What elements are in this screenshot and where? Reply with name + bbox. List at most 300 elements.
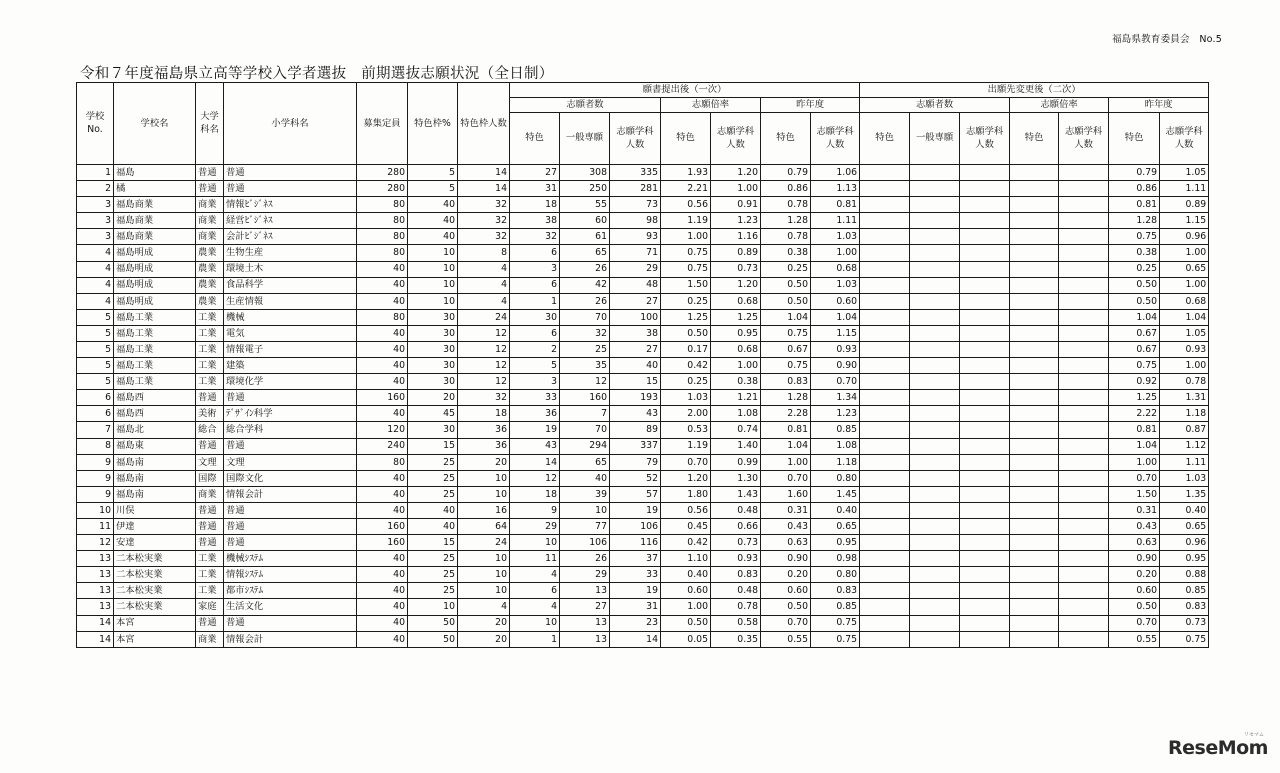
cell-subcourse: 情報電子 (224, 341, 357, 357)
cell-second-tokushoku (860, 631, 910, 647)
cell-first-ratio-total: 1.20 (711, 164, 761, 180)
header-last-year-1: 昨年度 (761, 98, 860, 113)
header-course-total: 志願学科人数 (960, 112, 1010, 164)
table-row (77, 535, 1209, 551)
cell-second-tokushoku (860, 406, 910, 422)
cell-second-last-total: 1.11 (1160, 454, 1209, 470)
cell-course: 総合 (196, 422, 224, 438)
cell-first-tokushoku: 32 (510, 229, 560, 245)
cell-first-tokushoku: 27 (510, 164, 560, 180)
cell-first-total: 193 (610, 390, 661, 406)
cell-second-ratio-tokushoku (1010, 551, 1059, 567)
cell-second-ratio-tokushoku (1010, 438, 1059, 454)
cell-second-total (960, 502, 1010, 518)
cell-first-last-total: 0.75 (811, 631, 860, 647)
cell-first-ratio-total: 0.95 (711, 325, 761, 341)
cell-first-tokushoku: 30 (510, 309, 560, 325)
cell-second-general (910, 438, 960, 454)
cell-school-name: 福島工業 (114, 341, 196, 357)
cell-second-total (960, 406, 1010, 422)
cell-second-total (960, 245, 1010, 261)
cell-first-ratio-tokushoku: 0.25 (661, 293, 711, 309)
cell-second-last-tokushoku: 0.75 (1109, 358, 1160, 374)
cell-subcourse: 経営ﾋﾞｼﾞﾈｽ (224, 213, 357, 229)
cell-tokushoku-quota: 10 (458, 470, 510, 486)
cell-first-total: 116 (610, 535, 661, 551)
cell-subcourse: 文理 (224, 454, 357, 470)
cell-tokushoku-quota: 12 (458, 325, 510, 341)
cell-school-no: 7 (77, 422, 114, 438)
cell-tokushoku-pct: 10 (408, 293, 458, 309)
cell-subcourse: 国際文化 (224, 470, 357, 486)
cell-second-last-tokushoku: 0.67 (1109, 325, 1160, 341)
header-first-round: 願書提出後（一次） (510, 83, 860, 98)
cell-capacity: 80 (357, 454, 408, 470)
cell-second-ratio-total (1059, 164, 1109, 180)
cell-subcourse: 総合学科 (224, 422, 357, 438)
cell-second-last-total: 1.15 (1160, 213, 1209, 229)
cell-first-total: 19 (610, 583, 661, 599)
cell-second-last-total: 0.93 (1160, 341, 1209, 357)
cell-second-ratio-tokushoku (1010, 325, 1059, 341)
cell-second-ratio-total (1059, 309, 1109, 325)
cell-school-name: 福島工業 (114, 325, 196, 341)
header-tokushoku: 特色 (661, 112, 711, 164)
cell-capacity: 40 (357, 502, 408, 518)
cell-second-last-tokushoku: 2.22 (1109, 406, 1160, 422)
cell-second-ratio-total (1059, 213, 1109, 229)
cell-first-ratio-tokushoku: 0.70 (661, 454, 711, 470)
cell-second-last-total: 0.85 (1160, 583, 1209, 599)
cell-first-last-total: 0.70 (811, 374, 860, 390)
cell-school-no: 8 (77, 438, 114, 454)
cell-second-ratio-tokushoku (1010, 374, 1059, 390)
cell-first-last-tokushoku: 0.78 (761, 197, 811, 213)
cell-first-last-total: 1.03 (811, 277, 860, 293)
cell-first-last-tokushoku: 1.60 (761, 486, 811, 502)
cell-first-general: 77 (560, 519, 610, 535)
cell-first-last-total: 0.85 (811, 422, 860, 438)
cell-school-name: 福島南 (114, 470, 196, 486)
cell-first-tokushoku: 43 (510, 438, 560, 454)
cell-second-last-total: 1.03 (1160, 470, 1209, 486)
cell-first-last-tokushoku: 0.55 (761, 631, 811, 647)
cell-capacity: 40 (357, 325, 408, 341)
cell-subcourse: 普通 (224, 390, 357, 406)
cell-second-last-total: 1.05 (1160, 164, 1209, 180)
cell-first-total: 33 (610, 567, 661, 583)
cell-tokushoku-quota: 32 (458, 197, 510, 213)
cell-first-ratio-total: 1.23 (711, 213, 761, 229)
cell-first-last-tokushoku: 1.00 (761, 454, 811, 470)
cell-first-general: 10 (560, 502, 610, 518)
cell-capacity: 40 (357, 277, 408, 293)
cell-second-general (910, 470, 960, 486)
cell-first-total: 43 (610, 406, 661, 422)
cell-subcourse: 普通 (224, 519, 357, 535)
cell-second-tokushoku (860, 567, 910, 583)
cell-second-general (910, 519, 960, 535)
cell-second-tokushoku (860, 454, 910, 470)
cell-second-last-tokushoku: 0.25 (1109, 261, 1160, 277)
cell-first-ratio-tokushoku: 2.00 (661, 406, 711, 422)
cell-second-ratio-total (1059, 390, 1109, 406)
cell-tokushoku-pct: 30 (408, 422, 458, 438)
cell-first-ratio-total: 0.38 (711, 374, 761, 390)
cell-second-tokushoku (860, 197, 910, 213)
cell-second-ratio-total (1059, 486, 1109, 502)
cell-tokushoku-quota: 14 (458, 181, 510, 197)
cell-tokushoku-quota: 36 (458, 422, 510, 438)
header-subcourse: 小学科名 (224, 83, 357, 165)
cell-first-tokushoku: 2 (510, 341, 560, 357)
cell-subcourse: 情報ｼｽﾃﾑ (224, 567, 357, 583)
cell-first-ratio-total: 0.35 (711, 631, 761, 647)
cell-tokushoku-quota: 32 (458, 390, 510, 406)
table-row (77, 293, 1209, 309)
cell-tokushoku-pct: 10 (408, 261, 458, 277)
cell-subcourse: 機械 (224, 309, 357, 325)
cell-first-last-total: 1.08 (811, 438, 860, 454)
cell-second-last-total: 1.12 (1160, 438, 1209, 454)
cell-course: 工業 (196, 583, 224, 599)
cell-school-no: 13 (77, 567, 114, 583)
cell-first-general: 26 (560, 293, 610, 309)
cell-second-ratio-tokushoku (1010, 422, 1059, 438)
cell-first-last-total: 0.68 (811, 261, 860, 277)
cell-first-last-total: 0.90 (811, 358, 860, 374)
cell-tokushoku-quota: 4 (458, 599, 510, 615)
cell-first-general: 26 (560, 551, 610, 567)
cell-subcourse: 情報会計 (224, 631, 357, 647)
cell-second-last-tokushoku: 0.86 (1109, 181, 1160, 197)
cell-school-no: 9 (77, 454, 114, 470)
cell-second-last-total: 0.65 (1160, 261, 1209, 277)
cell-tokushoku-quota: 36 (458, 438, 510, 454)
cell-school-name: 福島明成 (114, 293, 196, 309)
cell-capacity: 40 (357, 551, 408, 567)
cell-second-last-total: 1.11 (1160, 181, 1209, 197)
cell-school-name: 本宮 (114, 631, 196, 647)
cell-first-tokushoku: 36 (510, 406, 560, 422)
cell-second-total (960, 599, 1010, 615)
cell-first-last-total: 1.15 (811, 325, 860, 341)
header-tokushoku: 特色 (1010, 112, 1059, 164)
cell-tokushoku-pct: 50 (408, 615, 458, 631)
cell-tokushoku-pct: 40 (408, 519, 458, 535)
cell-first-ratio-tokushoku: 1.03 (661, 390, 711, 406)
cell-second-ratio-tokushoku (1010, 277, 1059, 293)
cell-second-ratio-total (1059, 341, 1109, 357)
cell-second-general (910, 358, 960, 374)
cell-second-ratio-total (1059, 229, 1109, 245)
cell-first-last-tokushoku: 0.60 (761, 583, 811, 599)
table-row (77, 213, 1209, 229)
cell-first-general: 12 (560, 374, 610, 390)
cell-first-general: 294 (560, 438, 610, 454)
cell-first-last-total: 0.98 (811, 551, 860, 567)
header-ratio-2: 志願倍率 (1010, 98, 1109, 113)
cell-second-last-tokushoku: 0.81 (1109, 197, 1160, 213)
cell-first-general: 250 (560, 181, 610, 197)
cell-second-last-tokushoku: 0.90 (1109, 551, 1160, 567)
cell-second-last-total: 1.00 (1160, 245, 1209, 261)
cell-first-general: 39 (560, 486, 610, 502)
cell-tokushoku-quota: 20 (458, 615, 510, 631)
cell-second-ratio-total (1059, 277, 1109, 293)
cell-second-last-tokushoku: 0.20 (1109, 567, 1160, 583)
cell-school-name: 川俣 (114, 502, 196, 518)
cell-second-last-tokushoku: 0.50 (1109, 599, 1160, 615)
table-row (77, 229, 1209, 245)
cell-first-total: 57 (610, 486, 661, 502)
cell-school-name: 福島工業 (114, 358, 196, 374)
cell-subcourse: 普通 (224, 615, 357, 631)
cell-school-name: 二本松実業 (114, 599, 196, 615)
cell-capacity: 280 (357, 164, 408, 180)
cell-second-general (910, 599, 960, 615)
cell-second-last-total: 1.35 (1160, 486, 1209, 502)
cell-first-general: 40 (560, 470, 610, 486)
cell-first-total: 71 (610, 245, 661, 261)
cell-second-ratio-total (1059, 245, 1109, 261)
header-general: 一般専願 (910, 112, 960, 164)
cell-tokushoku-quota: 64 (458, 519, 510, 535)
cell-first-ratio-total: 1.30 (711, 470, 761, 486)
cell-school-no: 4 (77, 293, 114, 309)
cell-first-ratio-tokushoku: 1.80 (661, 486, 711, 502)
table-row (77, 181, 1209, 197)
cell-tokushoku-pct: 30 (408, 309, 458, 325)
cell-capacity: 80 (357, 309, 408, 325)
cell-school-name: 二本松実業 (114, 583, 196, 599)
cell-first-ratio-total: 1.21 (711, 390, 761, 406)
cell-first-last-total: 1.34 (811, 390, 860, 406)
cell-first-general: 70 (560, 422, 610, 438)
cell-school-no: 4 (77, 245, 114, 261)
cell-tokushoku-pct: 40 (408, 197, 458, 213)
cell-second-general (910, 325, 960, 341)
cell-second-tokushoku (860, 438, 910, 454)
cell-school-name: 二本松実業 (114, 551, 196, 567)
table-row (77, 277, 1209, 293)
cell-second-total (960, 438, 1010, 454)
cell-second-last-total: 0.96 (1160, 535, 1209, 551)
cell-second-last-tokushoku: 0.79 (1109, 164, 1160, 180)
cell-capacity: 40 (357, 599, 408, 615)
cell-second-last-total: 0.89 (1160, 197, 1209, 213)
cell-first-last-tokushoku: 0.43 (761, 519, 811, 535)
cell-second-ratio-tokushoku (1010, 631, 1059, 647)
cell-course: 普通 (196, 502, 224, 518)
cell-first-general: 160 (560, 390, 610, 406)
cell-subcourse: 都市ｼｽﾃﾑ (224, 583, 357, 599)
cell-subcourse: 機械ｼｽﾃﾑ (224, 551, 357, 567)
cell-first-general: 308 (560, 164, 610, 180)
cell-second-ratio-tokushoku (1010, 583, 1059, 599)
table-row (77, 486, 1209, 502)
cell-tokushoku-pct: 50 (408, 631, 458, 647)
cell-second-general (910, 245, 960, 261)
cell-first-last-total: 1.11 (811, 213, 860, 229)
cell-first-last-total: 1.04 (811, 309, 860, 325)
cell-first-tokushoku: 14 (510, 454, 560, 470)
cell-first-total: 37 (610, 551, 661, 567)
cell-first-ratio-total: 1.20 (711, 277, 761, 293)
cell-second-last-tokushoku: 0.50 (1109, 293, 1160, 309)
cell-first-last-total: 0.95 (811, 535, 860, 551)
cell-second-last-tokushoku: 0.81 (1109, 422, 1160, 438)
cell-second-tokushoku (860, 309, 910, 325)
cell-first-ratio-total: 0.48 (711, 583, 761, 599)
cell-second-ratio-tokushoku (1010, 293, 1059, 309)
cell-second-tokushoku (860, 245, 910, 261)
cell-tokushoku-pct: 25 (408, 583, 458, 599)
cell-tokushoku-pct: 45 (408, 406, 458, 422)
cell-tokushoku-quota: 10 (458, 486, 510, 502)
header-course-total: 志願学科人数 (1160, 112, 1209, 164)
header-tokushoku: 特色 (510, 112, 560, 164)
cell-first-tokushoku: 3 (510, 374, 560, 390)
cell-second-ratio-tokushoku (1010, 502, 1059, 518)
cell-second-total (960, 277, 1010, 293)
cell-course: 普通 (196, 164, 224, 180)
cell-school-no: 13 (77, 551, 114, 567)
cell-capacity: 80 (357, 229, 408, 245)
cell-tokushoku-pct: 40 (408, 213, 458, 229)
cell-first-tokushoku: 3 (510, 261, 560, 277)
cell-first-general: 61 (560, 229, 610, 245)
cell-second-ratio-tokushoku (1010, 519, 1059, 535)
cell-capacity: 40 (357, 406, 408, 422)
cell-second-ratio-total (1059, 406, 1109, 422)
cell-first-general: 13 (560, 583, 610, 599)
cell-second-general (910, 567, 960, 583)
cell-first-tokushoku: 29 (510, 519, 560, 535)
table-row (77, 390, 1209, 406)
cell-second-tokushoku (860, 164, 910, 180)
cell-second-general (910, 181, 960, 197)
cell-first-total: 14 (610, 631, 661, 647)
cell-second-ratio-total (1059, 438, 1109, 454)
cell-first-last-tokushoku: 0.31 (761, 502, 811, 518)
cell-second-ratio-tokushoku (1010, 181, 1059, 197)
cell-school-no: 4 (77, 261, 114, 277)
cell-second-ratio-total (1059, 535, 1109, 551)
cell-capacity: 120 (357, 422, 408, 438)
cell-second-general (910, 293, 960, 309)
cell-second-tokushoku (860, 583, 910, 599)
cell-first-ratio-total: 0.78 (711, 599, 761, 615)
cell-first-ratio-tokushoku: 0.50 (661, 615, 711, 631)
cell-tokushoku-pct: 10 (408, 599, 458, 615)
cell-first-total: 31 (610, 599, 661, 615)
cell-first-tokushoku: 10 (510, 615, 560, 631)
cell-tokushoku-quota: 10 (458, 551, 510, 567)
cell-course: 普通 (196, 519, 224, 535)
cell-second-last-total: 0.73 (1160, 615, 1209, 631)
cell-course: 美術 (196, 406, 224, 422)
cell-first-tokushoku: 6 (510, 277, 560, 293)
header-ratio-1: 志願倍率 (661, 98, 761, 113)
cell-second-last-total: 0.96 (1160, 229, 1209, 245)
cell-first-last-total: 0.65 (811, 519, 860, 535)
header-applicants-1: 志願者数 (510, 98, 661, 113)
cell-second-total (960, 261, 1010, 277)
cell-second-tokushoku (860, 535, 910, 551)
cell-second-general (910, 261, 960, 277)
cell-tokushoku-quota: 4 (458, 277, 510, 293)
cell-second-tokushoku (860, 229, 910, 245)
cell-second-total (960, 181, 1010, 197)
cell-capacity: 160 (357, 535, 408, 551)
cell-second-total (960, 422, 1010, 438)
cell-first-ratio-tokushoku: 1.20 (661, 470, 711, 486)
cell-second-tokushoku (860, 325, 910, 341)
cell-first-total: 52 (610, 470, 661, 486)
cell-second-last-total: 1.18 (1160, 406, 1209, 422)
cell-first-last-tokushoku: 0.75 (761, 325, 811, 341)
cell-second-last-total: 1.31 (1160, 390, 1209, 406)
cell-second-total (960, 470, 1010, 486)
cell-first-ratio-total: 0.73 (711, 535, 761, 551)
cell-second-tokushoku (860, 615, 910, 631)
cell-second-tokushoku (860, 374, 910, 390)
cell-first-ratio-total: 1.08 (711, 406, 761, 422)
cell-subcourse: ﾃﾞｻﾞｲﾝ科学 (224, 406, 357, 422)
cell-second-total (960, 341, 1010, 357)
cell-second-ratio-total (1059, 583, 1109, 599)
cell-second-ratio-total (1059, 599, 1109, 615)
cell-capacity: 40 (357, 486, 408, 502)
cell-first-ratio-total: 1.00 (711, 181, 761, 197)
cell-second-total (960, 583, 1010, 599)
cell-second-ratio-tokushoku (1010, 197, 1059, 213)
cell-first-last-total: 0.40 (811, 502, 860, 518)
cell-first-total: 23 (610, 615, 661, 631)
cell-first-ratio-tokushoku: 0.75 (661, 245, 711, 261)
table-row (77, 245, 1209, 261)
cell-first-total: 15 (610, 374, 661, 390)
cell-tokushoku-pct: 30 (408, 358, 458, 374)
cell-school-no: 14 (77, 631, 114, 647)
cell-first-ratio-tokushoku: 0.42 (661, 358, 711, 374)
cell-course: 工業 (196, 341, 224, 357)
cell-first-tokushoku: 4 (510, 567, 560, 583)
cell-second-general (910, 341, 960, 357)
cell-school-name: 福島西 (114, 390, 196, 406)
cell-second-general (910, 502, 960, 518)
cell-second-total (960, 615, 1010, 631)
cell-second-ratio-tokushoku (1010, 470, 1059, 486)
cell-second-tokushoku (860, 486, 910, 502)
cell-second-tokushoku (860, 341, 910, 357)
cell-first-last-tokushoku: 2.28 (761, 406, 811, 422)
cell-first-last-tokushoku: 1.28 (761, 213, 811, 229)
cell-second-ratio-tokushoku (1010, 213, 1059, 229)
cell-capacity: 40 (357, 470, 408, 486)
cell-school-name: 福島商業 (114, 229, 196, 245)
cell-second-last-tokushoku: 1.04 (1109, 309, 1160, 325)
cell-capacity: 40 (357, 583, 408, 599)
cell-second-ratio-total (1059, 631, 1109, 647)
cell-course: 農業 (196, 245, 224, 261)
cell-second-ratio-tokushoku (1010, 406, 1059, 422)
cell-second-general (910, 229, 960, 245)
cell-second-total (960, 293, 1010, 309)
cell-second-tokushoku (860, 551, 910, 567)
cell-school-name: 福島明成 (114, 277, 196, 293)
